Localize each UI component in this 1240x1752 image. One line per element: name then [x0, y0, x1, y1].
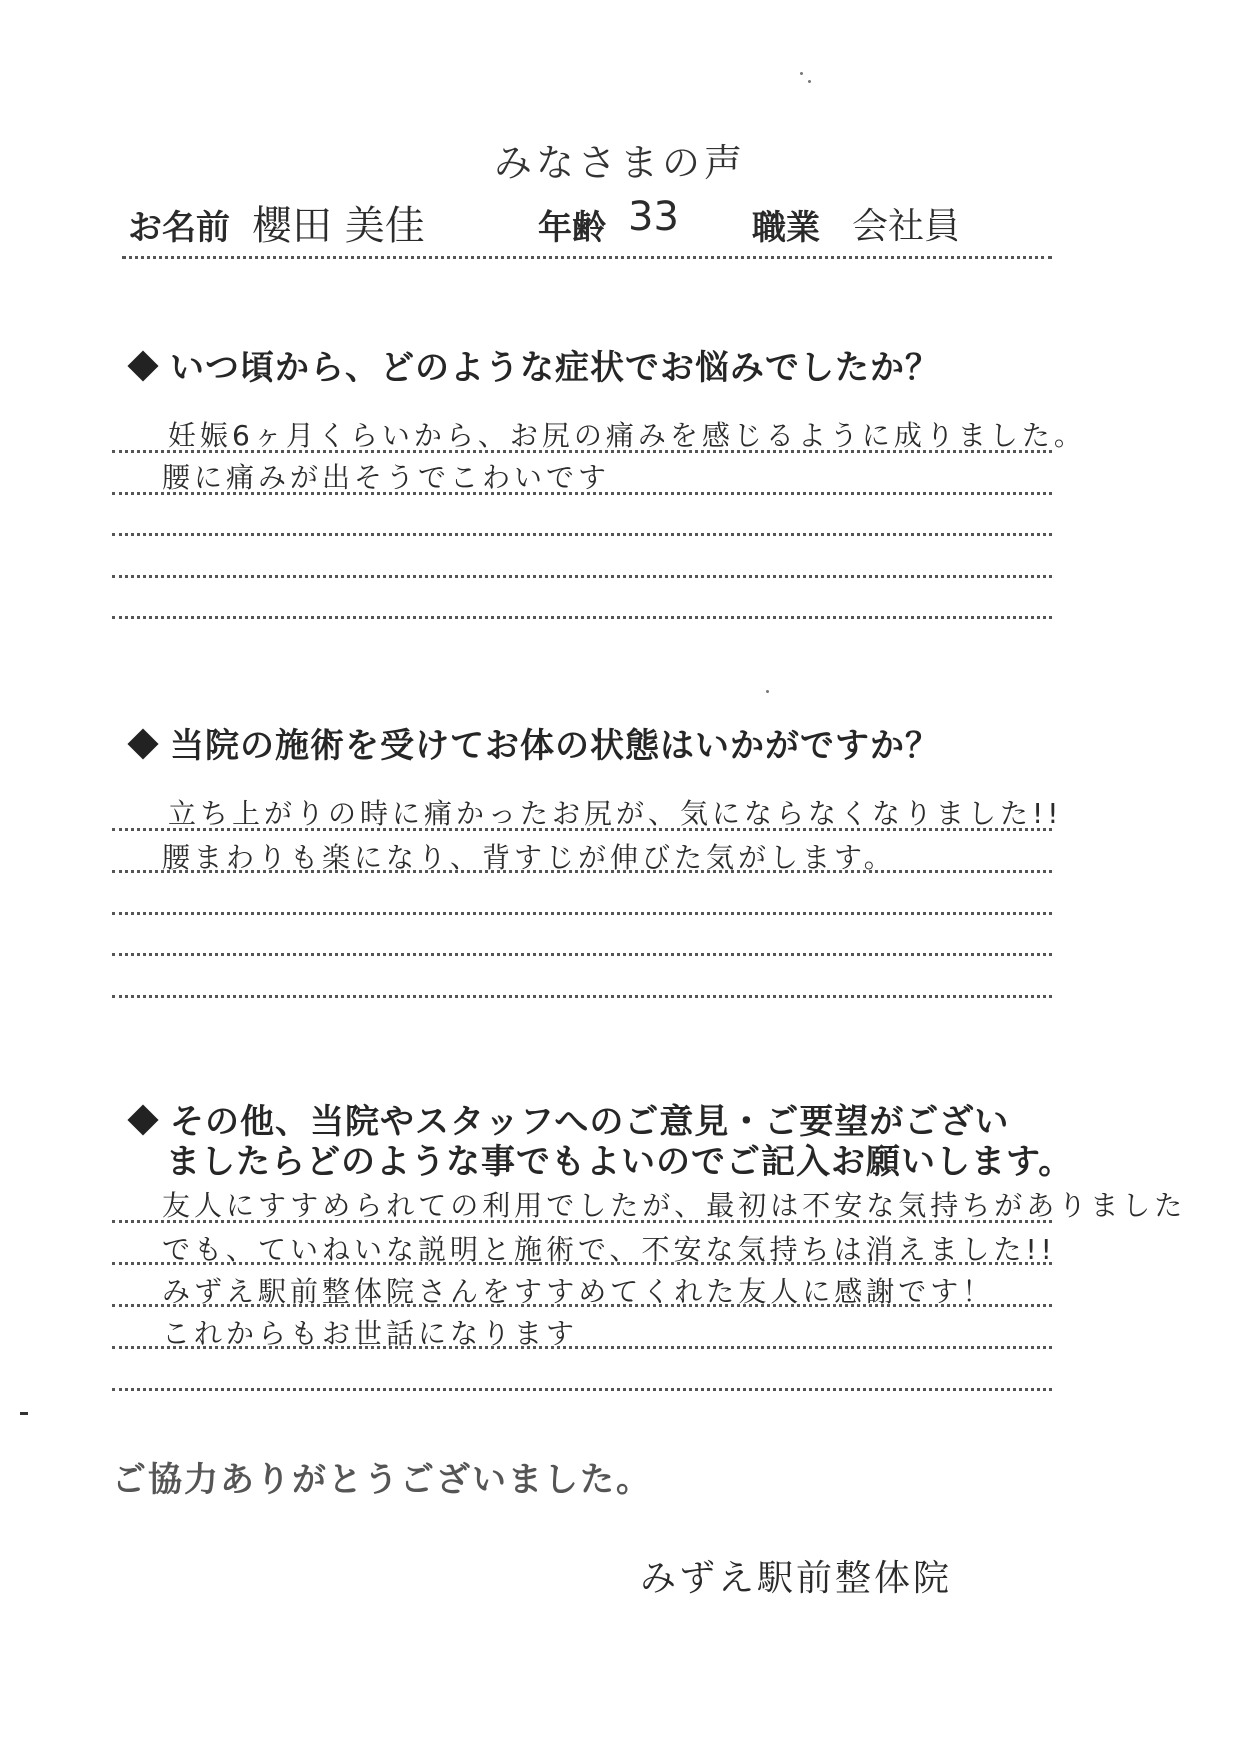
answer-2-line-2: 腰まわりも楽になり、背すじが伸びた気がします。 — [162, 841, 896, 874]
question-3-line-2: ましたらどのような事でもよいのでご記入お願いします。 — [166, 1142, 1074, 1182]
question-2 — [132, 718, 940, 767]
answer-rule — [112, 1304, 1052, 1307]
answer-rule — [112, 492, 1052, 495]
answer-rule — [112, 1262, 1052, 1265]
clinic-name: みずえ駅前整体院 — [640, 1558, 953, 1599]
answer-rule — [112, 1346, 1052, 1349]
job-label: 職業 — [752, 208, 820, 248]
answer-rule — [112, 870, 1052, 873]
name-label: お名前 — [128, 208, 230, 248]
answer-1-line-1: 妊娠6ヶ月くらいから、お尻の痛みを感じるように成りました。 — [168, 419, 1086, 452]
answer-rule — [112, 995, 1052, 998]
question-1 — [132, 340, 940, 389]
answer-rule — [112, 828, 1052, 831]
answer-2-line-1: 立ち上がりの時に痛かったお尻が、気にならなくなりました!! — [168, 797, 1063, 830]
scan-speck — [800, 72, 803, 75]
answer-rule — [112, 450, 1052, 453]
scan-speck — [766, 690, 769, 693]
answer-rule — [112, 1388, 1052, 1391]
answer-3-line-2: でも、ていねいな説明と施術で、不安な気持ちは消えました!! — [162, 1233, 1056, 1266]
answer-rule — [112, 912, 1052, 915]
diamond-bullet-icon — [127, 728, 158, 759]
answer-rule — [112, 616, 1052, 619]
page-title: みなさまの声 — [493, 141, 746, 185]
question-2-text: 当院の施術を受けてお体の状態はいかがですか？ — [170, 726, 940, 766]
thanks-message: ご協力ありがとうございました。 — [112, 1460, 652, 1500]
name-value: 櫻田 美佳 — [252, 203, 425, 249]
scan-speck — [20, 1412, 28, 1415]
answer-3-line-4: これからもお世話になります — [162, 1317, 579, 1350]
age-value: 33 — [628, 194, 679, 240]
diamond-bullet-icon — [127, 1104, 158, 1135]
answer-3-line-3: みずえ駅前整体院さんをすすめてくれた友人に感謝です！ — [162, 1275, 995, 1308]
answer-rule — [112, 575, 1052, 578]
age-label: 年齢 — [538, 208, 606, 248]
question-1-text: いつ頃から、どのような症状でお悩みでしたか？ — [170, 348, 940, 388]
answer-rule — [112, 533, 1052, 536]
job-value: 会社員 — [852, 206, 961, 247]
scan-speck — [808, 80, 811, 83]
answer-rule — [112, 1220, 1052, 1223]
answer-rule — [112, 953, 1052, 956]
answer-3-line-1: 友人にすすめられての利用でしたが、最初は不安な気持ちがありました — [162, 1189, 1187, 1222]
answer-1-line-2: 腰に痛みが出そうでこわいです — [162, 461, 611, 494]
diamond-bullet-icon — [127, 350, 158, 381]
question-3-text-1: その他、当院やスタッフへのご意見・ご要望がござい — [170, 1102, 1010, 1142]
profile-underline — [122, 256, 1052, 259]
